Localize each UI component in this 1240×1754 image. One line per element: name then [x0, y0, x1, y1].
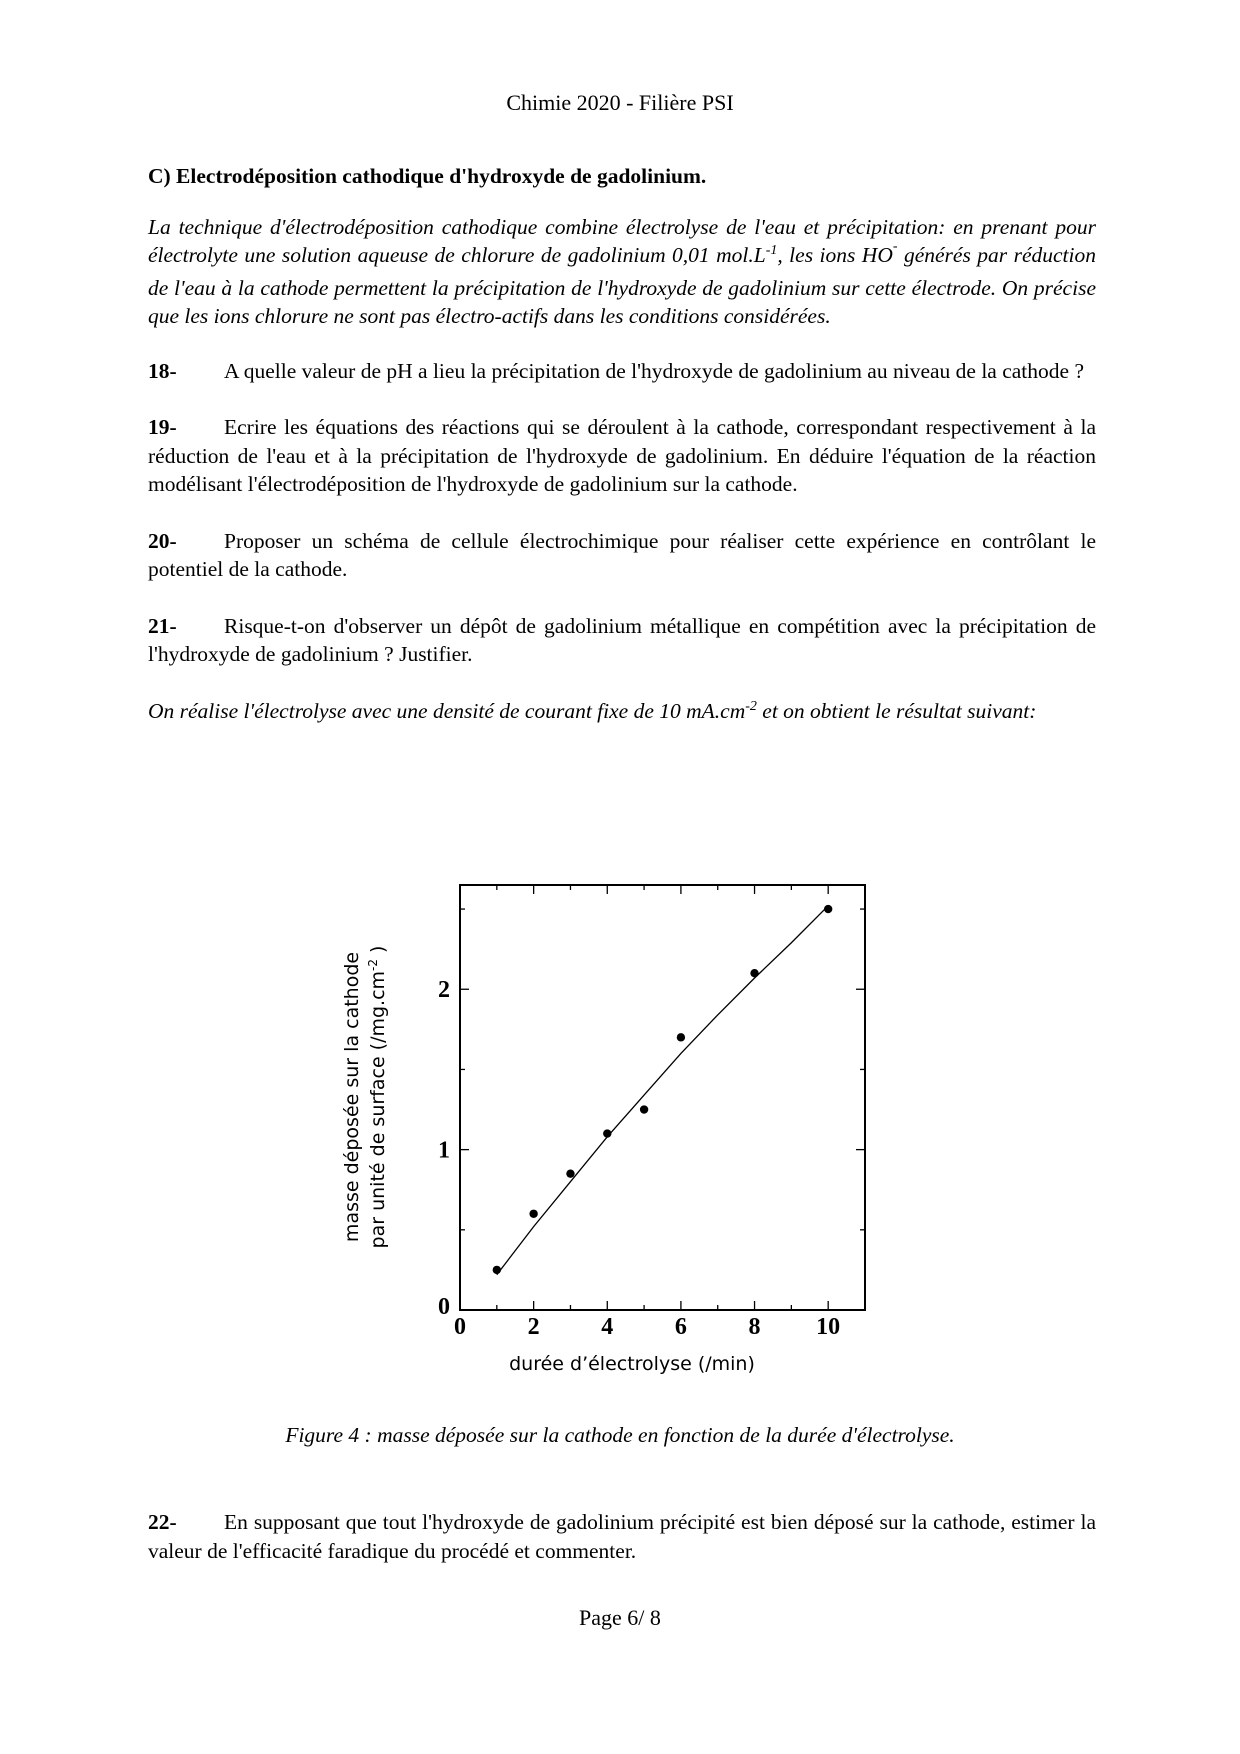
x-tick-label: 8: [748, 1314, 761, 1340]
data-points: [493, 905, 833, 1274]
x-tick-label: 4: [601, 1314, 614, 1340]
question-number: 18-: [148, 358, 177, 383]
intro-text-3: générés par réduction de l'eau à la cathode permettent la précipitation de l'hydroxyde de gadolinium sur cette électrode. On précise que les ions chlorure ne sont pas électro-actifs dans les conditions considérées.: [148, 243, 1096, 328]
y-tick-label: 0: [438, 1294, 450, 1320]
x-tick-label: 0: [454, 1314, 466, 1340]
experiment-text-2: et on obtient le résultat suivant:: [756, 698, 1037, 723]
intro-text-1: La technique d'électrodéposition cathodique combine électrolyse de l'eau et précipitation: en prenant pour électrolyte une solution aqueuse de chlorure de gadolinium 0,01 mol.L: [148, 214, 1096, 267]
intro-sup-2: -: [892, 239, 898, 254]
question-text: En supposant que tout l'hydroxyde de gadolinium précipité est bien déposé sur la cathode, estimer la valeur de l'efficacité faradique du procédé et commenter.: [148, 1510, 1096, 1563]
y-axis-label-line2-text: par unité de surface (/mg.cm: [367, 970, 389, 1249]
y-tick-label: 2: [438, 977, 450, 1004]
question-text: Proposer un schéma de cellule électrochimique pour réaliser cette expérience en contrôlant le potentiel de la cathode.: [148, 528, 1096, 581]
question-text: Risque-t-on d'observer un dépôt de gadolinium métallique en compétition avec la précipitation de l'hydroxyde de gadolinium ? Justifier.: [148, 613, 1096, 666]
main-content: [148, 162, 1096, 725]
intro-paragraph: [148, 213, 1096, 331]
x-tick-label: 10: [816, 1314, 841, 1340]
question-text: Ecrire les équations des réactions qui se déroulent à la cathode, correspondant respectivement à la réduction de l'eau et à la précipitation de l'hydroxyde de gadolinium. En déduire l'équation de la réaction modélisant l'électrodéposition de l'hydroxyde de gadolinium sur la cathode.: [148, 415, 1096, 496]
experiment-sup: -2: [745, 698, 757, 714]
question-number: 22-: [148, 1510, 177, 1534]
page-header: Chimie 2020 - Filière PSI: [506, 90, 734, 115]
x-tick-label: 6: [674, 1314, 687, 1340]
y-axis-label-line2: [366, 946, 389, 1249]
x-axis-label: durée d’électrolyse (/min): [509, 1353, 755, 1375]
question-text: A quelle valeur de pH a lieu la précipitation de l'hydroxyde de gadolinium au niveau de la cathode ?: [224, 358, 1084, 383]
y-axis-label-sup: -2: [366, 958, 380, 971]
data-point: [529, 1210, 537, 1218]
experiment-paragraph: [148, 697, 1096, 726]
y-axis-label-end: ): [367, 945, 389, 959]
y-tick-labels: [438, 977, 450, 1320]
x-tick-labels: [454, 1314, 840, 1340]
page-footer: Page 6/ 8: [579, 1605, 661, 1630]
intro-text-2: , les ions HO: [777, 243, 893, 267]
section-title: C) Electrodéposition cathodique d'hydroxyde de gadolinium.: [148, 164, 707, 188]
question-19: [148, 413, 1096, 499]
data-point: [493, 1266, 501, 1274]
tick-marks: [460, 885, 865, 1310]
question-22: [148, 1508, 1096, 1565]
data-point: [750, 969, 758, 977]
data-point: [640, 1105, 648, 1113]
chart-svg: [340, 875, 900, 1395]
experiment-text-1: On réalise l'électrolyse avec une densité de courant fixe de 10 mA.cm: [148, 698, 746, 723]
plot-frame: [460, 885, 865, 1310]
figure-caption: Figure 4 : masse déposée sur la cathode en fonction de la durée d'électrolyse.: [285, 1423, 955, 1447]
y-tick-label: 1: [438, 1137, 450, 1164]
question-20: [148, 527, 1096, 584]
question-number: 19-: [148, 415, 177, 439]
data-point: [603, 1129, 611, 1137]
question-18: [148, 357, 1096, 386]
question-21: [148, 612, 1096, 669]
data-point: [677, 1033, 685, 1041]
fit-line: [497, 906, 828, 1275]
x-tick-label: 2: [527, 1314, 540, 1340]
question-number: 21-: [148, 613, 177, 638]
figure-4: [340, 875, 900, 1395]
data-point: [824, 905, 832, 913]
data-point: [566, 1169, 574, 1177]
y-axis-label-line1: masse déposée sur la cathode: [341, 951, 363, 1243]
question-number: 20-: [148, 528, 177, 553]
intro-sup-1: -1: [765, 242, 778, 258]
